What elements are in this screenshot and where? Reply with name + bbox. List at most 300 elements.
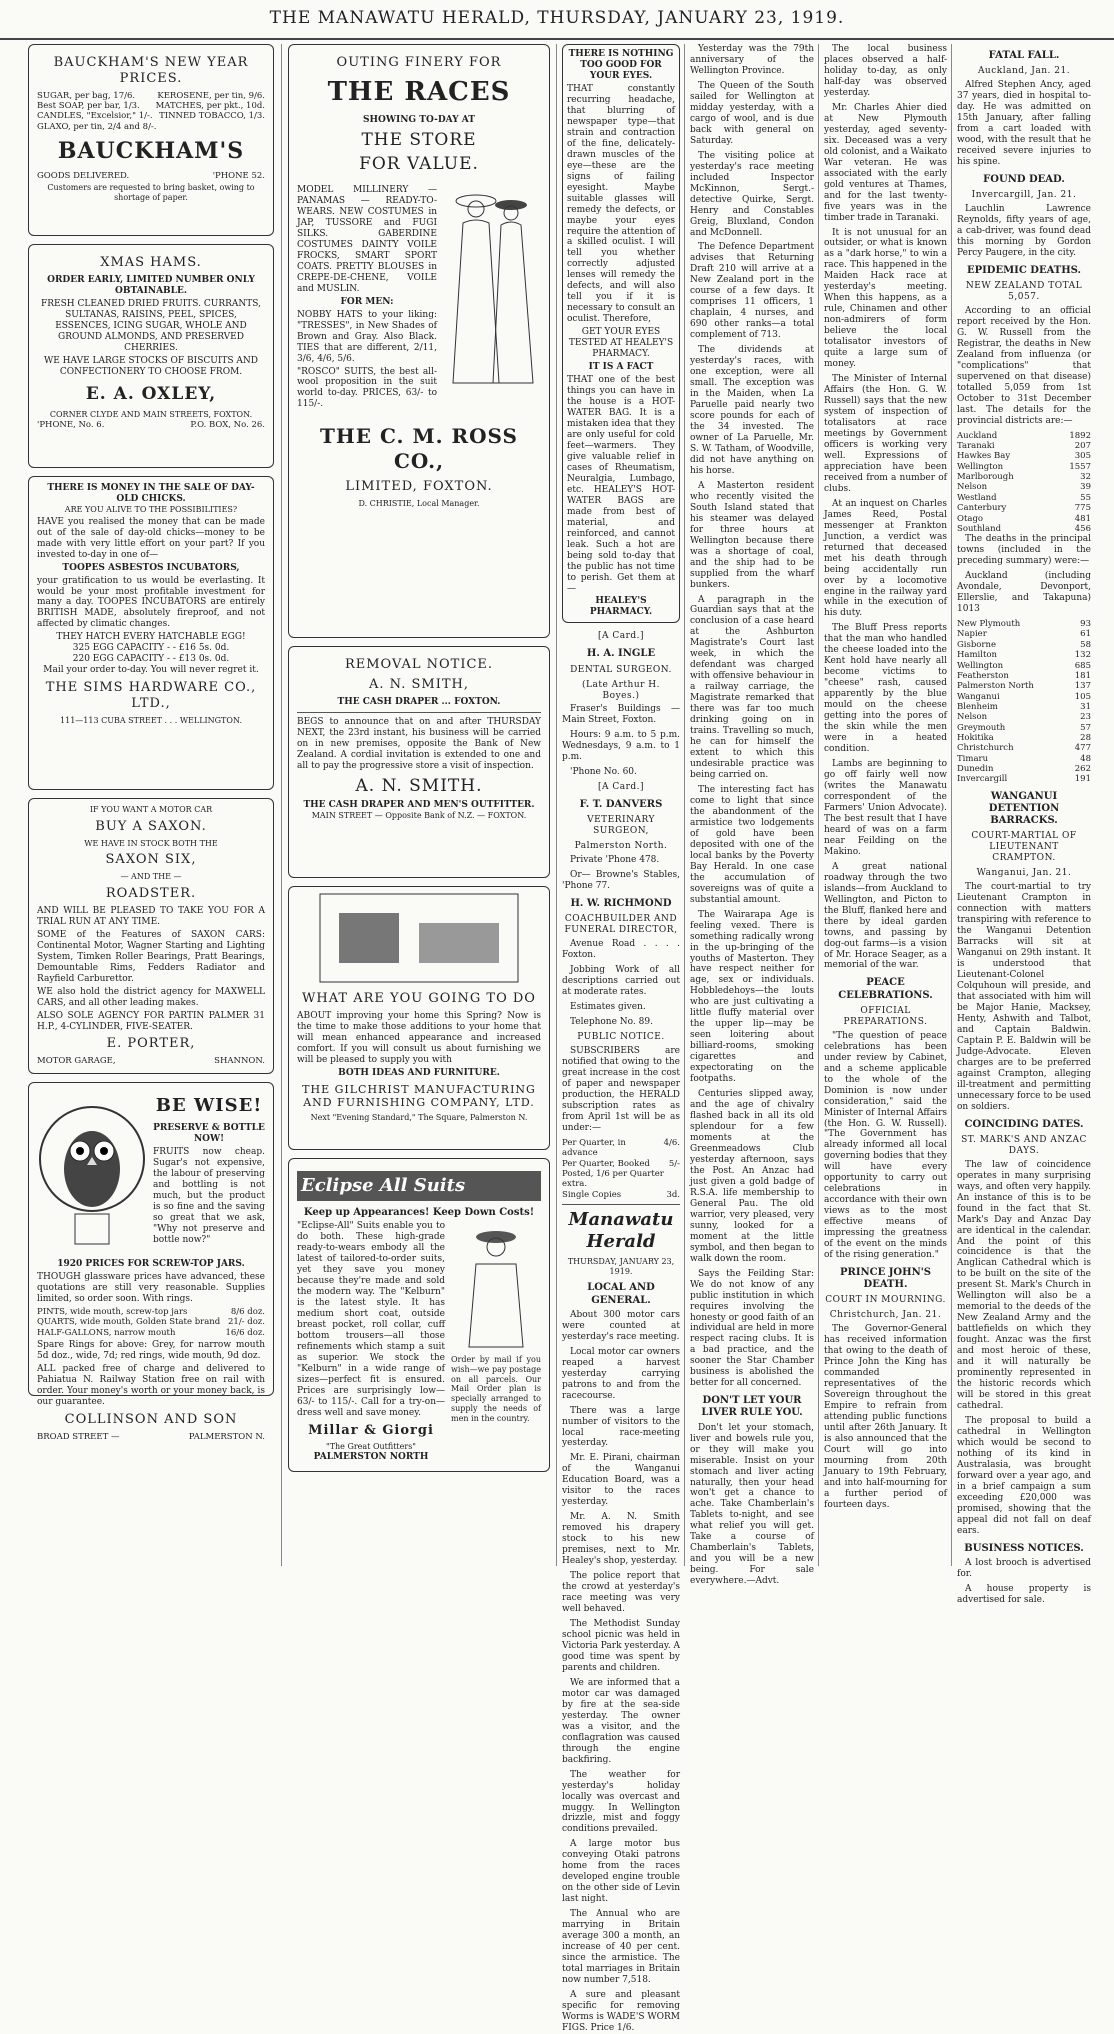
table-row (957, 733, 1091, 743)
ad-body: WE HAVE LARGE STOCKS OF BISCUITS AND CONFECTIONERY TO CHOOSE FROM. (43, 355, 259, 377)
ad-eclipse (288, 1158, 550, 1472)
rate-table (562, 1138, 680, 1200)
column-1 (28, 44, 274, 1566)
rate-value: 4/6. (663, 1137, 680, 1148)
ad-name: THE GILCHRIST MANUFACTURING AND FURNISHING COMPANY, LTD. (302, 1082, 536, 1110)
table-row (957, 712, 1091, 722)
news-item: A Masterton resident who recently visited the South Island stated that his steamer was delayed for three hours at Wellington because there was a shortage of coal, and the ship had to be supplied from the wharf bunkers. (690, 480, 814, 590)
table-row (957, 629, 1091, 639)
row-label: Nelson (957, 482, 988, 493)
furniture-illustration (319, 893, 519, 983)
ad-subtitle: SHOWING TO-DAY AT (363, 114, 475, 125)
news-item: The Methodist Sunday school picnic was held in Victoria Park yesterday. A good time was spent by parents and children. (562, 1619, 680, 1673)
ad-body: ALL packed free of charge and delivered to Pahiatua N. Railway Station free on rail with order. Your money's worth or your money back, is our guarantee. (37, 1363, 265, 1407)
table-row (957, 493, 1091, 503)
news-item: At an inquest on Charles James Reed, Postal messenger at Frankton Junction, a verdict was returned that deceased met his death through being accidentally run over by a locomotive engine in the railway yard while in the execution of his duty. (824, 498, 947, 619)
article-body: The deaths in the principal towns (included in the preceding summary) were:— (957, 534, 1091, 567)
ad-men: FOR MEN: (340, 296, 394, 307)
article-title: FATAL FALL. (988, 50, 1060, 61)
card-town: Palmerston North. (574, 841, 668, 852)
news-item: The Annual who are marrying in Britain average 300 a month, an increase of 40 per cent. since the armistice. The total marriages in Britain now number 7,518. (562, 1909, 680, 1986)
row-label: Napier (957, 629, 987, 640)
row-value: 685 (1074, 660, 1091, 671)
ad-list (297, 183, 437, 412)
ad-town: SHANNON. (214, 1056, 265, 1067)
rate-label: Single Copies (562, 1189, 622, 1200)
town-table (957, 619, 1091, 785)
row-value: 48 (1080, 753, 1091, 764)
ad-body: Spare Rings for above: Grey, for narrow mouth 5d doz., wide, 7d; red rings, wide mouth, 9d doz. (37, 1339, 265, 1361)
rate-row (562, 1169, 680, 1190)
jar-item: PINTS, wide mouth, screw-top jars (37, 1306, 188, 1317)
table-row (957, 514, 1091, 524)
row-value: 57 (1080, 722, 1091, 733)
news-item: Centuries slipped away, and the age of chivalry flashed back in all its old splendour for a few moments at the Greenmeadows Club yesterday afternoon, says the Post. An Anzac had just given a gold badge of R.S.A. life membership to General Pau. The old warrior, very pleased, very sunny, looked for a moment at the little symbol, and then began to walk down the room. (690, 1089, 814, 1264)
table-row (957, 650, 1091, 660)
price-item: MATCHES, per pkt., 10d. (155, 101, 265, 112)
article-subtitle: NEW ZEALAND TOTAL 5,057. (965, 281, 1083, 303)
rate-label: Per Quarter, in advance (562, 1137, 626, 1159)
article-title: COINCIDING DATES. (964, 1118, 1084, 1130)
ad-chicks (28, 476, 274, 790)
column-rule (556, 44, 557, 1566)
article-title: PRINCE JOHN'S DEATH. (839, 1267, 932, 1291)
news-item: About 300 motor cars were counted at yesterday's race meeting. (562, 1309, 680, 1342)
table-row (957, 472, 1091, 482)
ad-top: IF YOU WANT A MOTOR CAR (89, 805, 213, 814)
ad-header (37, 1089, 265, 1259)
column-rule (281, 44, 282, 1566)
article-body: The law of coincidence operates in many surprising ways, and often very happily. An instance of this is to be found in the fact that St. Mark's Day and Anzac Day are identical in the calendar. And the point of this coincidence is that the Anglican Cathedral which is to be built on the site of the present St. Mark's Church in Wellington will also be a memorial to the deeds of the New Zealand Army and the battlefields on which they fought. Anzac was the first and most heroic of these, and it will naturally be prominently represented in the historic records which will be stored in this great cathedral. (957, 1159, 1091, 1412)
article-dateline: Auckland, Jan. 21. (977, 66, 1071, 77)
ad-smith (288, 646, 550, 878)
jar-price: 8/6 doz. (230, 1306, 265, 1317)
notice-body: SUBSCRIBERS are notified that owing to the great increase in the cost of paper and newspaper production, the HERALD subscription rates as from April 1st will be as under:— (562, 1046, 680, 1133)
card-name: F. T. DANVERS (579, 799, 663, 811)
ad-mail: Order by mail if you wish—we pay postage on all parcels. Our Mail Order plan is specially arranged to supply the needs of men in the country. (451, 1355, 541, 1423)
ad-firm: Millar & Giorgi (308, 1422, 434, 1438)
ad-name: A. N. SMITH. (355, 775, 483, 796)
card-name: H. A. INGLE (586, 648, 656, 660)
news-item: Mr. E. Pirani, chairman of the Wanganui Education Board, was a visitor to the races yesterday. (562, 1453, 680, 1508)
row-label: Greymouth (957, 722, 1006, 733)
table-row (957, 754, 1091, 764)
row-value: 775 (1074, 503, 1091, 514)
row-value: 93 (1080, 619, 1091, 630)
table-row (957, 619, 1091, 629)
rate-row (562, 1190, 680, 1200)
ad-subtitle: PRESERVE & BOTTLE NOW! (153, 1122, 265, 1144)
ad-subtitle: BOTH IDEAS AND FURNITURE. (338, 1067, 500, 1078)
ad-title: BAUCKHAM'S NEW YEAR PRICES. (53, 55, 249, 86)
rate-label: Per Quarter, Booked (562, 1158, 650, 1169)
table-row (957, 764, 1091, 774)
news-item: The Minister of Internal Affairs (the Hon. G. W. Russell) says that the new system of inspection of totalisators at race meetings by Government officers is working very well. Expressions of appreciation have been received from a number of clubs. (824, 374, 947, 494)
article-title: BUSINESS NOTICES. (964, 1542, 1084, 1554)
ad-footer (37, 171, 265, 181)
ad-subtitle: THE CASH DRAPER AND MEN'S OUTFITTER. (303, 800, 535, 811)
district-table (957, 431, 1091, 535)
card-estimates: Estimates given. (570, 1002, 646, 1013)
row-value: 456 (1074, 523, 1091, 534)
row-value: 132 (1074, 650, 1091, 661)
ad-pobox: P.O. BOX, No. 26. (190, 420, 265, 431)
row-value: 39 (1080, 482, 1091, 493)
ad-phone: 'PHONE 52. (212, 170, 265, 181)
ad-title: OUTING FINERY FOR (336, 55, 502, 70)
column-5 (824, 44, 947, 1566)
row-label: Canterbury (957, 503, 1007, 514)
row-label: Palmerston North (957, 681, 1034, 692)
notice-title: PUBLIC NOTICE. (577, 1032, 665, 1043)
ad-gilchrist (288, 886, 550, 1150)
ad-footer (37, 1432, 265, 1442)
jar-row (37, 1307, 265, 1317)
article-body: A house property is advertised for sale. (957, 1583, 1091, 1605)
card-title: DENTAL SURGEON. (570, 664, 672, 675)
row-value: 58 (1080, 639, 1091, 650)
ad-note: Customers are requested to bring basket, owing to shortage of paper. (47, 183, 255, 203)
article-body: The Governor-General has received information that owing to the death of Prince John the King has commanded representatives of the Sovereign throughout the Empire to refrain from attending public functions until after 26th January. It is also announced that the Court will go into mourning from 20th January to 19th February, and into half-mourning for a further period of fourteen days. (824, 1324, 947, 1510)
row-value: 105 (1074, 691, 1091, 702)
ad-oxley (28, 244, 274, 468)
ad-body: THAT one of the best things you can have in the house is a HOT-WATER BAG. It is a mistaken idea that they are only useful for cold feet—warmers. They give valuable relief in cases of Rheumatism, Neuralgia, Lumbago, etc. HEALEY'S HOT-WATER BAGS are made from best of material, and reinforced, and cannot leak. Such a hot are being sold to-day that the public has not time to perish. Get them at— (567, 375, 675, 594)
article-body: According to an official report received by the Hon. G. W. Russell from the Registrar, the deaths in New Zealand from influenza (or "complications" that supervened on that disease) totalled 5,059 from 1st October to 31st December last. The details for the provincial districts are:— (957, 306, 1091, 426)
column-6 (957, 44, 1091, 1605)
news-item: The Queen of the South sailed for Wellington at midday yesterday, with a cargo of wool, and is due back with general on Saturday. (690, 80, 814, 146)
card-phone: 'Phone No. 60. (570, 767, 637, 778)
price-item: TINNED TOBACCO, 1/3. (159, 111, 265, 122)
ad-capacity: 220 EGG CAPACITY - - £13 0s. 0d. (72, 654, 230, 665)
card-richmond (562, 898, 680, 1028)
row-value: 1892 (1069, 430, 1091, 441)
ad-healey (562, 44, 680, 623)
ad-delivered: GOODS DELIVERED. (37, 170, 130, 181)
ad-capacity: 325 EGG CAPACITY - - £16 5s. 0d. (72, 643, 230, 654)
ad-title: IT IS A FACT (588, 362, 654, 373)
card-hours: Hours: 9 a.m. to 5 p.m. Wednesdays, 9 a.m. to 1 p.m. (562, 730, 680, 763)
ad-body: your gratification to us would be everlasting. It would be your most profitable investment for many a day. TOOPES INCUBATORS are entirely BRITISH MADE, absolutely fireproof, and not affected by climatic changes. (37, 575, 265, 630)
newspaper-nameplate: Manawatu Herald (568, 1209, 674, 1252)
ad-body: GET YOUR EYES TESTED AT HEALEY'S PHARMACY. (568, 327, 674, 360)
price-row (37, 101, 265, 111)
news-item: It is not unusual for an outsider, or what is known as a "dark horse," to win a race. This happened in the Maiden Hack race at yesterday's meeting. When this happens, as a rule, Chinamen and other non-admirers of form believe the local totalisator investors of quite a large sum of money. (824, 227, 947, 370)
table-row (957, 640, 1091, 650)
article-body: Alfred Stephen Ancy, aged 37 years, died in hospital to-day. He was admitted on 15th January, after falling from a cart loaded with wood, with the result that he received severe injuries to his spine. (957, 80, 1091, 167)
row-label: Timaru (957, 753, 989, 764)
news-item: The interesting fact has come to light that since the abandonment of the armistice two lodgements of gold have been deposited with one of the local banks by the Poverty Bay Herald. In one case the accumulation of sovereigns was of quite a substantial amount. (690, 784, 814, 905)
card-name: H. W. RICHMOND (570, 898, 672, 910)
row-value: 61 (1080, 629, 1091, 640)
article-dateline: Christchurch, Jan. 21. (829, 1310, 942, 1321)
ad-body: SOME of the Features of SAXON CARS: Continental Motor, Wagner Starting and Lighting System, Timken Roller Bearings, Pratt Bearings, Demountable Rims, Fedders Radiator and Rayfield Carburettor. (37, 929, 265, 984)
ad-brand: TOOPES ASBESTOS INCUBATORS, (62, 562, 240, 573)
ad-model: ROADSTER. (105, 885, 197, 901)
news-item: The Wairarapa Age is feeling vexed. There is something radically wrong in the up-bringing of the youths of Masterton. They have respect neither for age, sex or individuals. Hobbledehoys—the louts who are just cultivating a little fluffy material over the upper lip—may be seen loitering about billiard-rooms, smoking cigarettes and expectorating on the footpaths. (690, 909, 814, 1085)
column-rule (818, 44, 819, 1566)
ad-content (297, 183, 541, 412)
rate-label: Posted, 1/6 per Quarter extra. (562, 1168, 664, 1190)
card-danvers (562, 782, 680, 892)
news-item: Local motor car owners reaped a harvest yesterday carrying patrons to and from the racecourse. (562, 1346, 680, 1401)
ad-address: 111—113 CUBA STREET . . . WELLINGTON. (60, 715, 242, 725)
news-item: The local business places observed a half-holiday to-day, as only half-day was observed yesterday. (824, 44, 947, 98)
ad-side (451, 1219, 541, 1463)
news-item: The Defence Department advises that Returning Draft 210 will arrive at a New Zealand port in the course of a few days. It comprises 11 officers, 1 chaplain, 4 nurses, and 690 other ranks—a total complement of 713. (690, 242, 814, 341)
table-row (957, 524, 1091, 534)
card-title: VETERINARY SURGEON, (587, 815, 655, 837)
row-value: 181 (1074, 670, 1091, 681)
price-row (37, 111, 265, 121)
news-item: Says the Feilding Star: We do not know of any public institution in which requires involving the honesty or good faith of an individual are held in more respect racing clubs. It is a bad practice, and the sooner the Star Chamber business is abolished the better for all concerned. (690, 1268, 814, 1389)
row-label: Marlborough (957, 472, 1014, 483)
news-item: The Bluff Press reports that the man who handled the cheese loaded into the Kent hold have nearly all become victims to "cheese" rash, caused apparently by the blue mould on the cheese getting into the pores of the skin while the men were in a heated condition. (824, 623, 947, 755)
row-value: 32 (1080, 472, 1091, 483)
ad-ross (288, 44, 550, 638)
ad-title: WHAT ARE YOU GOING TO DO (302, 990, 536, 1006)
ad-body: ALSO SOLE AGENCY FOR PARTIN PALMER 31 H.P., 4-CYLINDER, FIVE-SEATER. (37, 1010, 265, 1032)
news-item: The dividends at yesterday's races, with one exception, were all small. The exception was in the Maiden, when La Paruelle paid nearly two score pounds for each of the 34 invested. The owner of La Paruelle, Mr. S. W. Tatham, of Woodville, did not have anything on his horse. (690, 345, 814, 476)
ad-name: E. A. OXLEY, (85, 383, 217, 404)
news-item: Yesterday was the 79th anniversary of the Wellington Province. (690, 44, 814, 76)
news-item: Mr. Charles Ahier died at New Plymouth yesterday, aged seventy-six. Deceased was a very old colonist, and a Waikato War veteran. He was associated with the early gold ventures at Thames, and for the last twenty-five years was in the timber trade in Taranaki. (824, 102, 947, 223)
row-value: 481 (1074, 513, 1091, 524)
column-rule (684, 44, 685, 1566)
ad-content (297, 1219, 541, 1463)
table-row (957, 692, 1091, 702)
price-item: GLAXO, per tin, 2/4 and 8/-. (37, 121, 157, 132)
ad-name: A. N. SMITH, (369, 676, 469, 692)
card-body: Jobbing Work of all descriptions carried out at moderate rates. (562, 965, 680, 998)
article-subtitle: OFFICIAL PREPARATIONS. (843, 1005, 928, 1027)
row-value: 28 (1080, 733, 1091, 744)
article-title: PEACE CELEBRATIONS. (838, 977, 933, 1001)
ad-body: AND WILL BE PLEASED TO TAKE YOU FOR A TRIAL RUN AT ANY TIME. (37, 905, 265, 927)
ad-line: — AND THE — (120, 872, 182, 882)
article-title: FOUND DEAD. (983, 173, 1065, 185)
row-value: 207 (1074, 441, 1091, 452)
article-body: Auckland (including Avondale, Devonport, Ellerslie, and Takapuna) 1013 (957, 571, 1091, 615)
row-value: 55 (1080, 492, 1091, 503)
ad-body: WE also hold the district agency for MAXWELL CARS, and all other leading makes. (37, 986, 265, 1008)
ad-body: FRESH CLEANED DRIED FRUITS. CURRANTS, SULTANAS, RAISINS, PEEL, SPICES, ESSENCES, ICING SUGAR, WHOLE AND GROUND ALMONDS, AND PRESERVED CHERRIES. (41, 298, 261, 353)
row-label: Nelson (957, 712, 988, 723)
price-row (37, 91, 265, 101)
article-body: A lost brooch is advertised for. (957, 1557, 1091, 1579)
card-address: Avenue Road . . . . Foxton. (562, 939, 680, 961)
price-row (37, 122, 265, 132)
ad-prices-title: 1920 PRICES FOR SCREW-TOP JARS. (57, 1259, 245, 1269)
ad-subtitle: Keep up Appearances! Keep Down Costs! (303, 1206, 535, 1218)
man-illustration (451, 1219, 541, 1349)
row-value: 262 (1074, 764, 1091, 775)
ad-saxon (28, 798, 274, 1074)
ad-garage: MOTOR GARAGE, (37, 1056, 116, 1067)
news-item: Don't let your stomach, liver and bowels rule you, or they will make you miserable. Insist on your stomach and liver acting naturally, then your head won't get a chance to ache. Take Chamberlain's Tablets to-night, and see what relief you will get. Take a course of Chamberlain's Tablets, and you will be a new being. For sale everywhere.—Advt. (690, 1422, 814, 1587)
column-3 (562, 44, 680, 2033)
row-value: 31 (1080, 701, 1091, 712)
table-row (957, 774, 1091, 784)
news-item: A large motor bus conveying Otaki patrons home from the races developed engine trouble on the other side of Levin last night. (562, 1839, 680, 1905)
article-body: The proposal to build a cathedral in Wellington which would be second to nothing of its kind in Australasia, was brought forward over a year ago, and in a brief campaign a sum exceeding £20,000 was promised, showing that the appeal did not fall on deaf ears. (957, 1416, 1091, 1536)
row-label: Hamilton (957, 650, 997, 661)
ad-body: Mail your order to-day. You will never regret it. (43, 665, 259, 676)
table-row (957, 441, 1091, 451)
row-value: 137 (1074, 681, 1091, 692)
ad-title: Eclipse All Suits (297, 1171, 541, 1201)
ad-body: "ROSCO" SUITS, the best all-wool proposition in the suit world to-day. PRICES, 63/- to 115/-. (297, 366, 437, 410)
ad-firm: THE C. M. ROSS CO., (319, 424, 519, 473)
ad-footer (37, 1056, 265, 1066)
article-dateline: Invercargill, Jan. 21. (971, 190, 1077, 201)
article-subtitle: ST. MARK'S AND ANZAC DAYS. (961, 1134, 1087, 1156)
ad-subtitle: THE CASH DRAPER ... FOXTON. (337, 696, 501, 707)
ad-body: ABOUT improving your home this Spring? Now is the time to make those additions to your home that will mean enhanced appearance and increased comfort. If you will consult us about furnishing we will be pleased to supply you with (297, 1010, 541, 1065)
article-body: "The question of peace celebrations has been under review by Cabinet, and a scheme applicable to the whole of the Dominion is now under consideration," said the Minister of Internal Affairs (the Hon. G. W. Russell). "The Government has already informed all local governing bodies that they will have every opportunity to carry out celebrations in accordance with their own views as to the most effective means of impressing the greatness of the event on the minds of the rising generation." (824, 1030, 947, 1261)
ad-collinson (28, 1082, 274, 1442)
news-item: Mr. A. N. Smith removed his drapery stock to his new premises, next to Mr. Healey's shop, yesterday. (562, 1512, 680, 1567)
row-label: Taranaki (957, 441, 995, 452)
ad-header-text (153, 1089, 265, 1259)
news-item: The weather for yesterday's holiday locally was overcast and muggy. In Wellington drizzle, mist and foggy conditions prevailed. (562, 1769, 680, 1835)
price-item: CANDLES, "Excelsior," 1/-. (37, 111, 153, 122)
column-2 (288, 44, 550, 1566)
ad-footer (37, 420, 265, 430)
ad-body: NOBBY HATS to your liking: "TRESSES", in New Shades of Brown and Gray. Also Black. TIES that are different, 2/11, 3/6, 4/6, 5/6. (297, 309, 437, 364)
ad-line: WE HAVE IN STOCK BOTH THE (84, 838, 218, 848)
ad-manager: D. CHRISTIE, Local Manager. (358, 499, 480, 509)
row-label: Christchurch (957, 743, 1014, 754)
ad-body: MODEL MILLINERY — PANAMAS — READY-TO-WEARS. NEW COSTUMES in JAP, TUSSORE and FUGI SILKS. GABERDINE COSTUMES DAINTY VOILE FROCKS, SMART SPORT COATS. PRETTY BLOUSES in CREPE-DE-CHENE, VOILE and MUSLIN. (297, 185, 437, 294)
article-title: WANGANUI DETENTION BARRACKS. (988, 790, 1060, 827)
ad-title: THERE IS NOTHING TOO GOOD FOR YOUR EYES. (568, 49, 674, 81)
row-label: Hokitika (957, 733, 994, 744)
ad-town: PALMERSTON NORTH (313, 1452, 429, 1463)
ad-store: FOR VALUE. (359, 154, 479, 175)
public-notice (562, 1032, 680, 1200)
card-label: [A Card.] (597, 631, 645, 642)
card-late: (Late Arthur H. Boyes.) (581, 679, 661, 701)
card-ingle (562, 631, 680, 778)
jar-price: 21/- doz. (228, 1317, 265, 1328)
table-row (957, 482, 1091, 492)
row-label: Wanganui (957, 691, 1000, 702)
table-row (957, 702, 1091, 712)
row-value: 305 (1074, 451, 1091, 462)
ad-model: SAXON SIX, (105, 852, 197, 868)
ad-name: THE SIMS HARDWARE CO., LTD., (45, 680, 257, 712)
ad-title: BUY A SAXON. (95, 818, 207, 834)
jar-row (37, 1328, 265, 1338)
news-item: The visiting police at yesterday's race meeting included Inspector McKinnon, Sergt.-detective Quirke, Sergt. Henry and Constables Greig, Bluxland, Condon and McDonnell. (690, 150, 814, 238)
article-dateline: Wanganui, Jan. 21. (976, 868, 1072, 879)
row-label: Blenheim (957, 701, 998, 712)
article-title: EPIDEMIC DEATHS. (966, 264, 1082, 276)
masthead: THE MANAWATU HERALD, THURSDAY, JANUARY 23, 1919. (0, 0, 1114, 40)
ad-body: THEY HATCH EVERY HATCHABLE EGG! (56, 632, 246, 643)
row-label: Invercargill (957, 774, 1008, 785)
ad-text (297, 1219, 445, 1463)
row-label: Otago (957, 513, 984, 524)
row-value: 477 (1074, 743, 1091, 754)
row-label: Southland (957, 523, 1002, 534)
row-label: New Plymouth (957, 619, 1021, 630)
jar-item: QUARTS, wide mouth, Golden State brand (37, 1317, 221, 1328)
section-title: LOCAL AND GENERAL. (587, 1282, 655, 1306)
table-row (957, 661, 1091, 671)
ad-subtitle: ARE YOU ALIVE TO THE POSSIBILITIES? (64, 504, 238, 514)
ad-body: BEGS to announce that on and after THURSDAY NEXT, the 23rd instant, his business will be carried on in new premises, opposite the Bank of New Zealand. A cordial invitation is extended to one and all to pay the progressive store a visit of inspection. (297, 716, 541, 771)
table-row (957, 462, 1091, 472)
row-label: Featherston (957, 670, 1009, 681)
row-value: 23 (1080, 712, 1091, 723)
news-item: We are informed that a motor car was damaged by fire at the sea-side yesterday. The owner was a visitor, and the conflagration was caused through the engine backfiring. (562, 1677, 680, 1765)
ad-title: XMAS HAMS. (100, 255, 202, 270)
jar-price: 16/6 doz. (225, 1327, 265, 1338)
rate-value: 5/- (668, 1158, 680, 1169)
article-body: The court-martial to try Lieutenant Crampton in connection with matters transpiring with reference to the Wanganui Detention Barracks will sit at Wanganui on 29th instant. It is understood that Lieutenant-Colonel Colquhoun will preside, and that associated with him will be Major Hanie, Macksey, Henty, Ashwith and Talbot, and Captain Baldwin. Captain P. E. Baldwin will be Judge-Advocate. Eleven charges are to be preferred against Crampton, alleging ill-treatment and permitting unnecessary force to be used on soldiers. (957, 882, 1091, 1112)
ad-title: BE WISE! (155, 1095, 263, 1116)
card-title: COACHBUILDER AND FUNERAL DIRECTOR, (564, 914, 678, 936)
row-value: 191 (1074, 774, 1091, 785)
card-label: [A Card.] (597, 782, 645, 793)
ad-body: THOUGH glassware prices have advanced, these quotations are still very reasonable. Supplies limited, so order soon. With rings. (37, 1271, 265, 1304)
ad-store: THE STORE (361, 129, 477, 150)
jar-item: HALF-GALLONS, narrow mouth (37, 1327, 176, 1338)
news-item: A paragraph in the Guardian says that at the conclusion of a case heard at the Ashburton Magistrate's Court last week, in which the defendant was charged with offensive behaviour in a railway carriage, the Magistrate remarked that there was far too much drinking going on in trains. Travelling so much, he can for himself the extent to which this undesirable practice was being carried on. (690, 594, 814, 780)
price-item: KEROSENE, per tin, 9/6. (157, 90, 265, 101)
news-item: A sure and pleasant specific for removing Worms is WADE'S WORM FIGS. Price 1/6. (562, 1990, 680, 2033)
news-item: The police report that the crowd at yesterday's race meeting was very well behaved. (562, 1571, 680, 1615)
table-row (957, 723, 1091, 733)
card-phone: Telephone No. 89. (570, 1017, 653, 1028)
table-row (957, 743, 1091, 753)
article-subtitle: COURT-MARTIAL OF LIEUTENANT CRAMPTON. (971, 831, 1077, 864)
ad-phone: 'PHONE, No. 6. (37, 420, 105, 431)
row-label: Wellington (957, 660, 1004, 671)
ad-body: FRUITS now cheap. Sugar's not expensive, the labour of preserving and bottling is not much, but the product is so fine and the saving so great that we ask, "Why not preserve and bottle now?" (153, 1146, 265, 1245)
card-phone: Or— Browne's Stables, 'Phone 77. (562, 870, 680, 892)
local-general (562, 1282, 680, 2033)
ad-body: "Eclipse-All" Suits enable you to do both. These high-grade ready-to-wears embody all the latest of tailored-to-order suits, yet they save you money because they're made and sold the modern way. The "Kelburn" is the latest style. It has medium short coat, outside breast pocket, roll collar, cuff bottom trousers—all those refinements which stamp a suit as superior. We stock the "Kelburn" in a wide range of sizes—perfect fit is ensured. Prices are surprisingly low—63/- to 115/-. Call for a try-on—dress well and save money. (297, 1221, 445, 1418)
ad-name: COLLINSON AND SON (64, 1411, 238, 1427)
row-label: Hawkes Bay (957, 451, 1011, 462)
card-address: Fraser's Buildings — Main Street, Foxton. (562, 704, 680, 726)
column-rule (951, 44, 952, 1566)
ad-subtitle: ORDER EARLY, LIMITED NUMBER ONLY OBTAINABLE. (47, 274, 255, 296)
article-body: Lauchlin Lawrence Reynolds, fifty years of age, a cab-driver, was found dead this morning by Gordon Percy Paugere, in the city. (957, 204, 1091, 258)
ad-bauckham (28, 44, 274, 236)
jar-row (37, 1317, 265, 1327)
news-item: There was a large number of visitors to the local race-meeting yesterday. (562, 1405, 680, 1449)
ad-title-big: THE RACES (327, 76, 511, 107)
row-label: Dunedin (957, 764, 994, 775)
card-phone: Private 'Phone 478. (570, 855, 660, 866)
table-row (957, 451, 1091, 461)
ad-name: E. PORTER, (106, 1036, 196, 1052)
row-value: 1557 (1069, 461, 1091, 472)
ad-name: BAUCKHAM'S (57, 138, 245, 165)
row-label: Gisborne (957, 639, 996, 650)
table-row (957, 681, 1091, 691)
ad-address: Next "Evening Standard," The Square, Palmerston N. (310, 1113, 528, 1123)
owl-icon (37, 1089, 147, 1259)
table-row (957, 671, 1091, 681)
ad-title: REMOVAL NOTICE. (344, 657, 494, 672)
ad-name: HEALEY'S PHARMACY. (589, 596, 653, 618)
ad-heading: DON'T LET YOUR LIVER RULE YOU. (701, 1395, 803, 1419)
ad-title: THERE IS MONEY IN THE SALE OF DAY-OLD CHICKS. (47, 483, 255, 504)
